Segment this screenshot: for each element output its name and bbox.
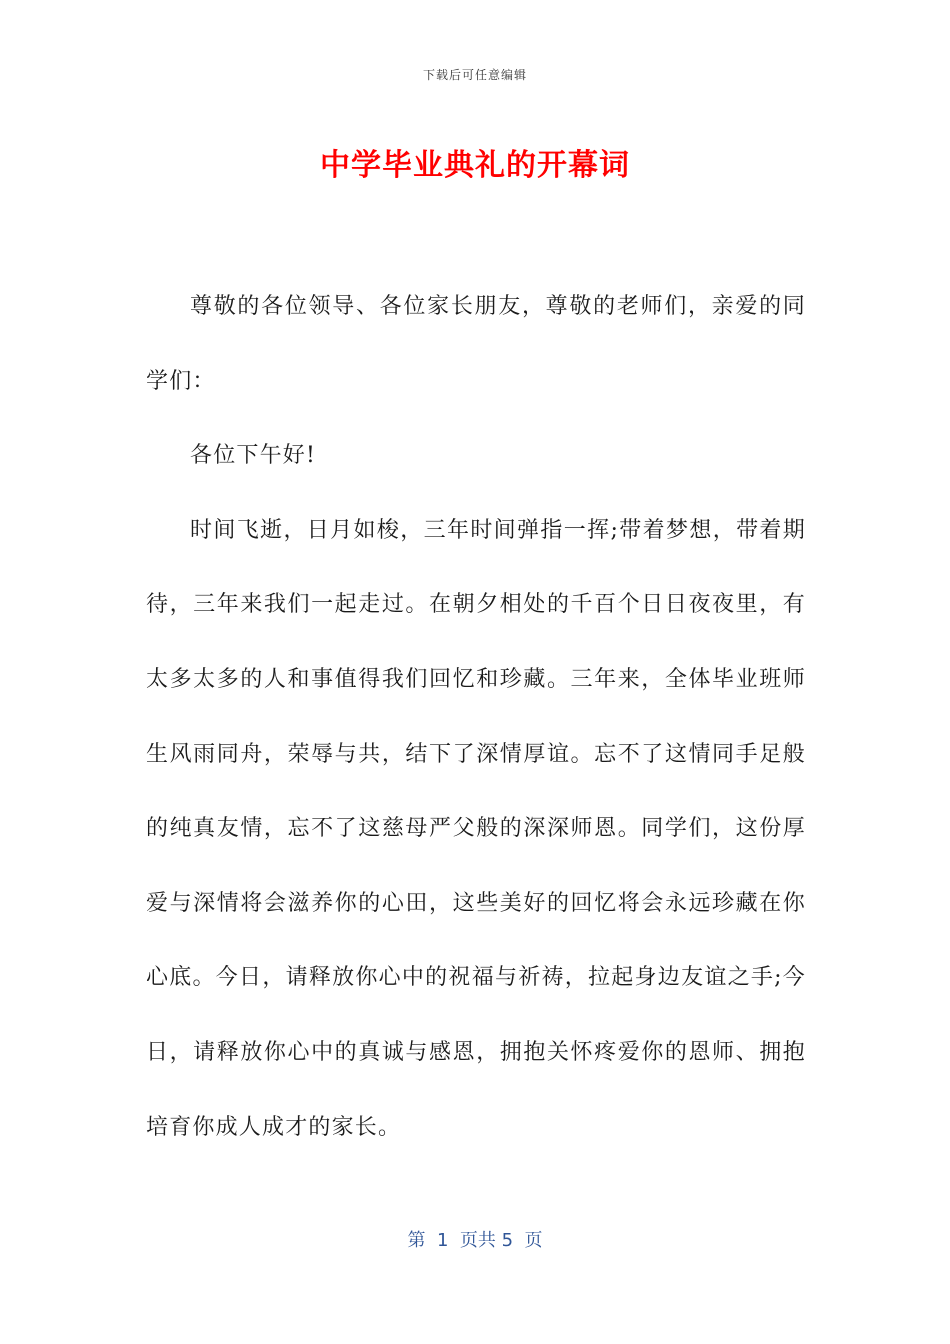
header-note: 下载后可任意编辑: [422, 68, 527, 82]
paragraph-salutation: 尊敬的各位领导、各位家长朋友，尊敬的老师们，亲爱的同学们：: [146, 294, 806, 394]
document-body: [146, 270, 806, 1165]
document-title: 中学毕业典礼的开幕词: [320, 148, 630, 183]
page-number-footer: 第 1 页共 5 页: [407, 1230, 543, 1251]
paragraph-greeting: 各位下午好!: [190, 443, 317, 469]
paragraph-main: 时间飞逝，日月如梭，三年时间弹指一挥;带着梦想，带着期待，三年来我们一起走过。在朝夕相处的千百个日日夜夜里，有太多太多的人和事值得我们回忆和珍藏。三年来，全体毕业班师生风雨同舟，荣辱与共，结下了深情厚谊。忘不了这情同手足般的纯真友情，忘不了这慈母严父般的深深师恩。同学们，这份厚爱与深情将会滋养你的心田，这些美好的回忆将会永远珍藏在你心底。今日，请释放你心中的祝福与祈祷，拉起身边友谊之手;今日，请释放你心中的真诚与感恩，拥抱关怀疼爱你的恩师、拥抱培育你成人成才的家长。: [146, 517, 806, 1140]
